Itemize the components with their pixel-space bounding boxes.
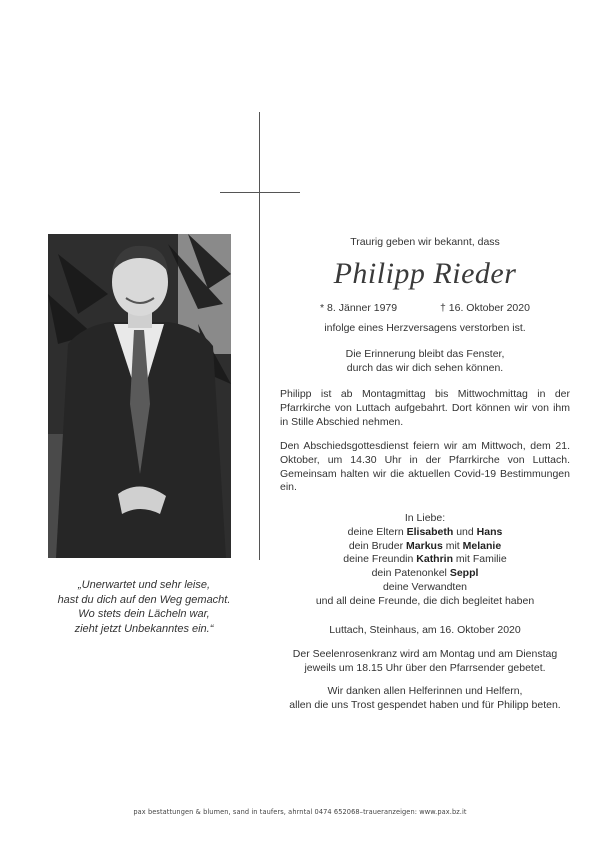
thanks-line-2: allen die uns Trost gespendet haben und für Philipp beten. [289, 698, 561, 711]
life-dates [280, 302, 570, 314]
portrait-illustration [48, 234, 231, 558]
verse-line-1: Die Erinnerung bleibt das Fenster, [345, 348, 505, 360]
mourner-friends: und all deine Freunde, die dich begleitet haben [315, 594, 535, 607]
lead-text: Traurig geben wir bekannt, dass [350, 236, 500, 248]
remembrance-verse [280, 348, 570, 376]
mourner-parents: deine Eltern Elisabeth und Hans [347, 525, 503, 538]
rosary-line-2: jeweils um 18.15 Uhr über den Pfarrsender gebetet. [304, 661, 546, 674]
portrait-photo [48, 234, 231, 558]
cross-vertical-bar [259, 112, 260, 560]
quote-line-4: zieht jetzt Unbekanntes ein.“ [74, 622, 214, 635]
mourners-list [280, 512, 570, 609]
cause-of-death: infolge eines Herzversagens verstorben ist. [324, 322, 526, 334]
thanks-line-1: Wir danken allen Helferinnen und Helfern, [327, 685, 523, 697]
mourner-relatives: deine Verwandten [382, 580, 468, 593]
service-paragraph: Den Abschiedsgottesdienst feiern wir am Mittwoch, dem 21. Oktober, um 14.30 Uhr in der Pfarrkirche von Luttach. Gemeinsam halten wir die aktuellen Covid-19 Bestimmungen ein. [280, 440, 570, 494]
death-date: † 16. Oktober 2020 [440, 302, 530, 314]
cross-horizontal-bar [220, 192, 300, 193]
verse-line-2: durch das wir dich sehen können. [346, 361, 504, 374]
mourner-godfather: dein Patenonkel Seppl [371, 567, 479, 580]
deceased-name: Philipp Rieder [333, 257, 517, 290]
place-date: Luttach, Steinhaus, am 16. Oktober 2020 [329, 624, 521, 636]
footer-funeral-home: pax bestattungen & blumen, sand in taufers, ahrntal 0474 652068–traueranzeigen: www.pax.bz.it [133, 808, 467, 816]
birth-date: * 8. Jänner 1979 [320, 302, 398, 314]
mourner-brother: dein Bruder Markus mit Melanie [348, 539, 502, 552]
mourners-intro: In Liebe: [404, 512, 446, 524]
thanks-note [280, 685, 570, 713]
rosary-notice [280, 648, 570, 676]
viewing-paragraph: Philipp ist ab Montagmittag bis Mittwochmittag in der Pfarrkirche von Luttach aufgebahrt. Dort können wir von ihm in Stille Abschied nehmen. [280, 388, 570, 428]
quote-line-2: hast du dich auf den Weg gemacht. [57, 593, 231, 606]
quote-line-1: „Unerwartet und sehr leise, [77, 579, 211, 591]
memorial-quote [30, 578, 258, 636]
quote-line-3: Wo stets dein Lächeln war, [78, 608, 210, 620]
rosary-line-1: Der Seelenrosenkranz wird am Montag und am Dienstag [292, 648, 558, 660]
mourner-girlfriend: deine Freundin Kathrin mit Familie [343, 553, 507, 566]
